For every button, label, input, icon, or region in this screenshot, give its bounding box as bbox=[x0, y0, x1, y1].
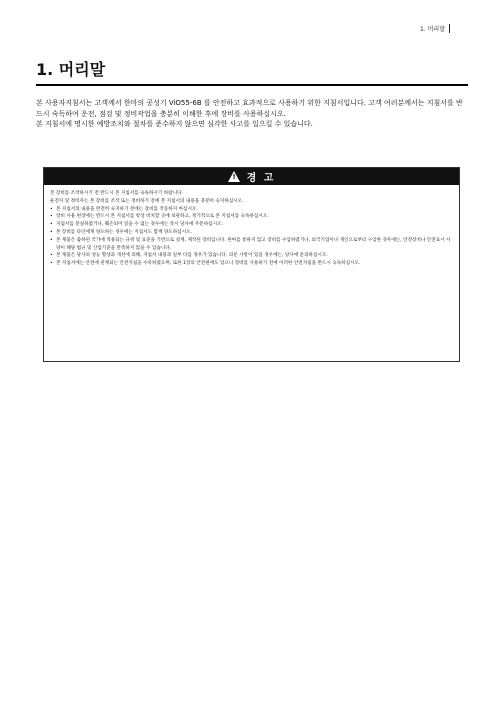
warning-item: • 본 장비를 타인에게 양도하는 경우에는 지침서도 함께 양도하십시오. bbox=[50, 229, 453, 237]
warning-item: • 본 제품은 출하된 국가에 적용되는 규정 및 표준을 기반으로 설계, 제작된 장비입니다. 한마를 통하지 않고 장비를 수입하였거나, 외국기업이나 개인으로부터 구입한 경우에는, 안전장치나 안전표시 사양이 해당 법규 및 산업기준을 만족하지 않을 수 있습니다. bbox=[50, 237, 453, 253]
warning-body bbox=[44, 185, 459, 273]
warning-header bbox=[44, 168, 459, 185]
warning-title: 경 고 bbox=[246, 173, 276, 184]
warning-item: • 장비 사용 현장에는 반드시 본 지침서를 항상 비치할 곳에 보관하고, 정기적으로 본 지침서를 숙독하십시오. bbox=[50, 213, 453, 221]
page-title: 1. 머리말 bbox=[36, 60, 106, 79]
warning-item: • 본 제품은 당사의 성능 향상과 개선에 의해, 지침서 내용과 일부 다를 경우가 있습니다. 의문 사항이 있을 경우에는, 당사에 문의하십시오. bbox=[50, 252, 453, 260]
warning-item: • 지침서를 분실하였거나, 훼손되어 읽을 수 없는 경우에는 즉시 당사에 주문하십시오. bbox=[50, 221, 453, 229]
header-divider bbox=[449, 24, 450, 33]
running-header-text: 1. 머리말 bbox=[419, 26, 445, 33]
warning-item: • 본 지침서에는 안전에 관계되는 안전지침을 수록하였으며, 또한 1장의 안전편에도 있으니 장비를 사용하기 전에 이러한 안전지침을 반드시 숙독하십시오. bbox=[50, 260, 453, 268]
warning-line: 운전자 및 정비자는 본 장비를 조작 또는 정비하기 전에 본 지침서의 내용을 충분히 숙지하십시오. bbox=[50, 198, 244, 204]
intro-paragraph: 본 사용자지침서는 고객께서 한마의 공성기 ViO55-6B 를 안전하고 효과적으로 사용하기 위한 지침서입니다. 고객 여러분께서는 지침서를 반드시 숙독하여 운전, 점검 및 정비작업을 충분히 이해한 후에 장비를 사용하십시오. bbox=[36, 99, 463, 118]
warning-item: • 본 지침서의 내용을 완전히 숙지하기 전에는 장비를 작동하지 마십시오. bbox=[50, 206, 453, 214]
intro-text bbox=[36, 98, 468, 130]
warning-list bbox=[50, 206, 453, 268]
title-rule bbox=[36, 84, 468, 86]
warning-line: 본 장비를 조작하시기 전 반드시 본 지침서를 숙독하시기 바랍니다. bbox=[50, 191, 183, 196]
warning-triangle-icon: ! bbox=[228, 171, 241, 182]
intro-paragraph: 본 지침서에 명시한 예방조치와 절차를 준수하지 않으면 심각한 사고를 일으킬 수 있습니다. bbox=[36, 120, 313, 128]
running-header bbox=[420, 24, 450, 33]
warning-box bbox=[43, 167, 460, 362]
